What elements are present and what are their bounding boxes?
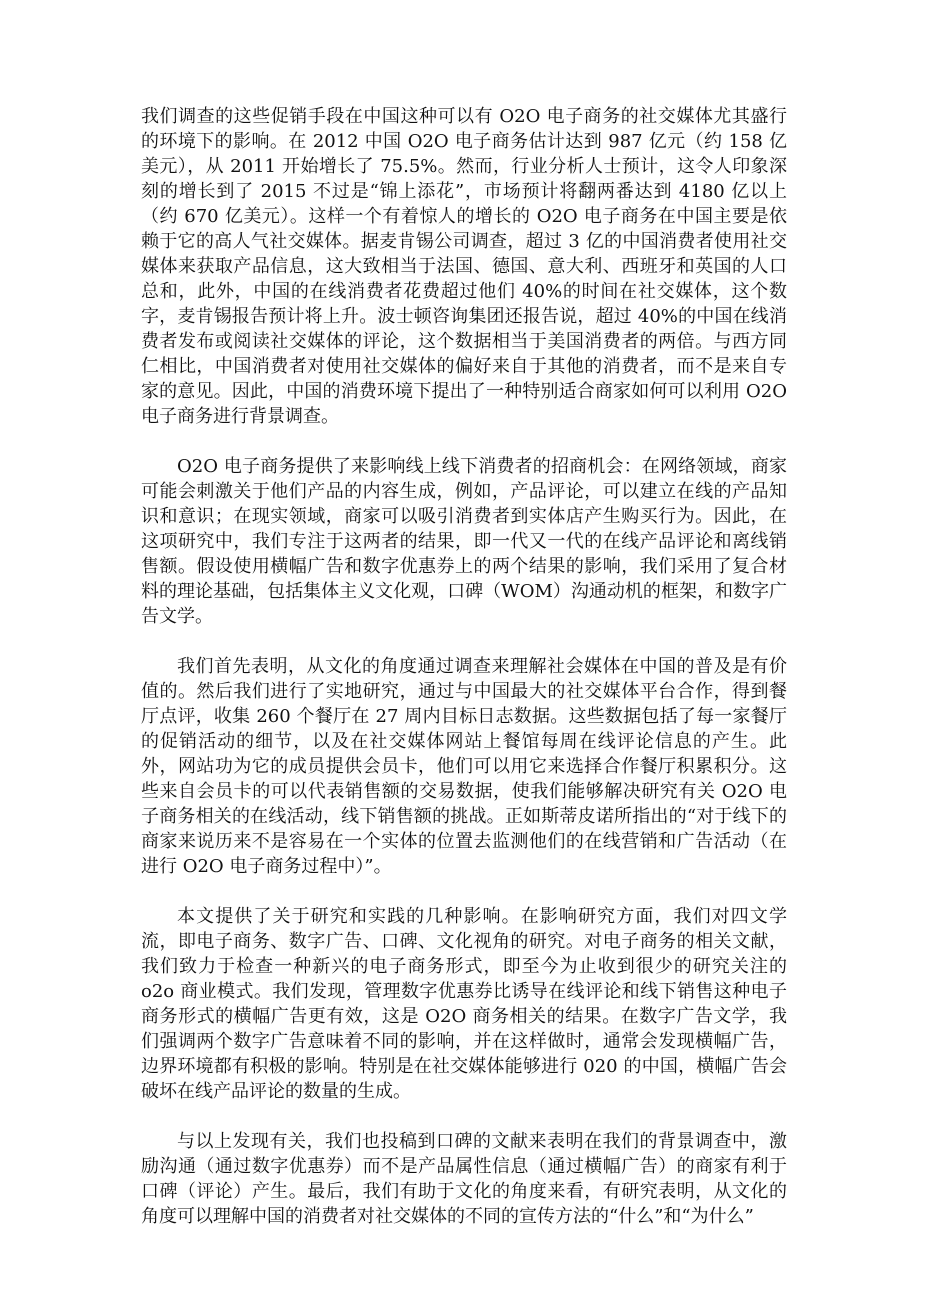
paragraph-2: O2O 电子商务提供了来影响线上线下消费者的招商机会：在网络领域，商家可能会刺激关于他们产品的内容生成，例如，产品评论，可以建立在线的产品知识和意识；在现实领域，商家可以吸引消费者到实体店产生购买行为。因此，在这项研究中，我们专注于这两者的结果，即一代又一代的在线产品评论和离线销售额。假设使用横幅广告和数字优惠券上的两个结果的影响，我们采用了复合材料的理论基础，包括集体主义文化观，口碑（WOM）沟通动机的框架，和数字广告文学。 [141,456,787,627]
document-body [141,104,787,1254]
paragraph-3: 我们首先表明，从文化的角度通过调查来理解社会媒体在中国的普及是有价值的。然后我们进行了实地研究，通过与中国最大的社交媒体平台合作，得到餐厅点评，收集 260 个餐厅在 27 周内目标日志数据。这些数据包括了每一家餐厅的促销活动的细节，以及在社交媒体网站上餐馆每周在线评论信息的产生。此外，网站功为它的成员提供会员卡，他们可以用它来选择合作餐厅积累积分。这些来自会员卡的可以代表销售额的交易数据，使我们能够解决研究有关 O2O 电子商务相关的在线活动，线下销售额的挑战。正如斯蒂皮诺所指出的“对于线下的商家来说历来不是容易在一个实体的位置去监测他们的在线营销和广告活动（在进行 O2O 电子商务过程中）”。 [141,656,787,877]
paragraph-1: 我们调查的这些促销手段在中国这种可以有 O2O 电子商务的社交媒体尤其盛行的环境下的影响。在 2012 中国 O2O 电子商务估计达到 987 亿元（约 158 亿美元），从 2011 开始增长了 75.5%。然而，行业分析人士预计，这令人印象深刻的增长到了 2015 不过是“锦上添花”，市场预计将翻两番达到 4180 亿以上（约 670 亿美元）。这样一个有着惊人的增长的 O2O 电子商务在中国主要是依赖于它的高人气社交媒体。据麦肯锡公司调查，超过 3 亿的中国消费者使用社交媒体来获取产品信息，这大致相当于法国、德国、意大利、西班牙和英国的人口总和，此外，中国的在线消费者花费超过他们 40%的时间在社交媒体，这个数字，麦肯锡报告预计将上升。波士顿咨询集团还报告说，超过 40%的中国在线消费者发布或阅读社交媒体的评论，这个数据相当于美国消费者的两倍。与西方同仁相比，中国消费者对使用社交媒体的偏好来自于其他的消费者，而不是来自专家的意见。因此，中国的消费环境下提出了一种特别适合商家如何可以利用 O2O 电子商务进行背景调查。 [141,106,787,427]
paragraph-4: 本文提供了关于研究和实践的几种影响。在影响研究方面，我们对四文学流，即电子商务、数字广告、口碑、文化视角的研究。对电子商务的相关文献，我们致力于检查一种新兴的电子商务形式，即至今为止收到很少的研究关注的 o2o 商业模式。我们发现，管理数字优惠券比诱导在线评论和线下销售这种电子商务形式的横幅广告更有效，这是 O2O 商务相关的结果。在数字广告文学，我们强调两个数字广告意味着不同的影响，并在这样做时，通常会发现横幅广告，边界环境都有积极的影响。特别是在社交媒体能够进行 020 的中国，横幅广告会破坏在线产品评论的数量的生成。 [141,906,787,1102]
paragraph-5: 与以上发现有关，我们也投稿到口碑的文献来表明在我们的背景调查中，激励沟通（通过数字优惠券）而不是产品属性信息（通过横幅广告）的商家有利于口碑（评论）产生。最后，我们有助于文化的角度来看，有研究表明，从文化的角度可以理解中国的消费者对社交媒体的不同的宣传方法的“什么”和“为什么” [141,1131,787,1227]
